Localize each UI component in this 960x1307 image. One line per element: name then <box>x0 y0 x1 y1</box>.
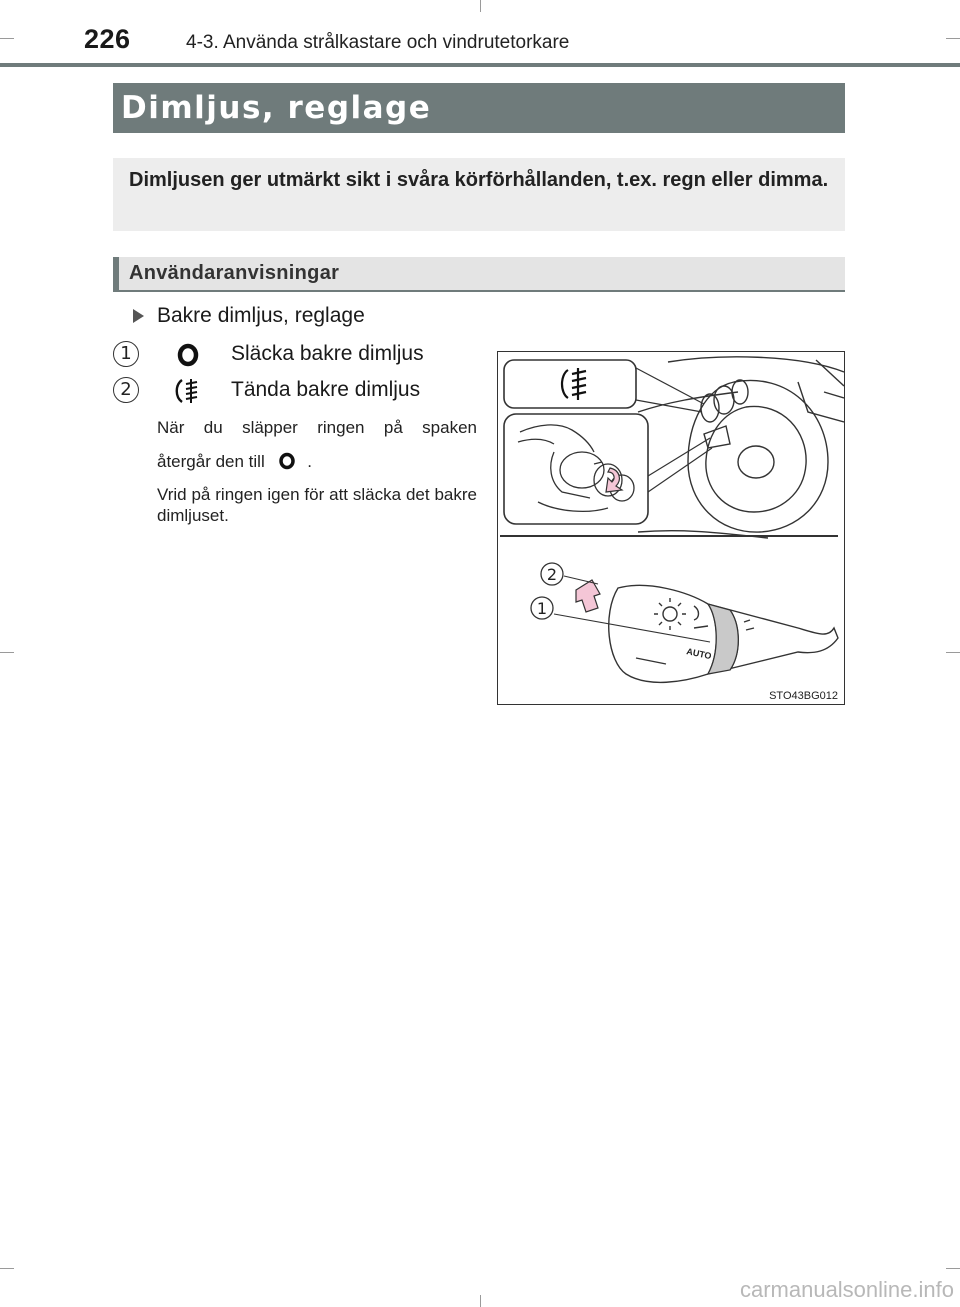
watermark: carmanualsonline.info <box>739 1277 954 1302</box>
note-text: . <box>307 452 312 471</box>
crop-mark <box>946 652 960 653</box>
circled-number: 2 <box>113 377 139 403</box>
bullet-item <box>133 303 365 329</box>
note-line: När du släpper ringen på spaken <box>157 418 477 437</box>
item-label: Släcka bakre dimljus <box>231 342 424 365</box>
callout-box <box>504 360 636 408</box>
crop-mark <box>946 1268 960 1269</box>
callout-number: 2 <box>546 565 558 584</box>
sub-heading-banner <box>113 257 845 292</box>
item-label: Tända bakre dimljus <box>231 378 421 401</box>
bullet-text: Bakre dimljus, reglage <box>157 304 365 327</box>
crop-mark <box>946 38 960 39</box>
crop-mark <box>480 1295 481 1307</box>
steering-wheel-drawing <box>638 357 844 538</box>
sub-heading: Användaranvisningar <box>129 262 340 284</box>
figure-code: STO43BG012 <box>769 690 838 702</box>
section-title: Dimljus, reglage <box>121 90 432 126</box>
note-paragraph: Vrid på ringen igen för att släcka det bakre dimljuset. <box>157 485 477 525</box>
rear-fog-light-icon <box>173 377 203 405</box>
lever-ring <box>708 604 738 674</box>
crop-mark <box>0 652 14 653</box>
fog-off-icon <box>275 452 299 470</box>
section-banner <box>113 83 845 133</box>
crop-mark <box>0 1268 14 1269</box>
note-text: återgår den till <box>157 452 265 471</box>
callout-box <box>504 414 648 524</box>
fog-off-icon <box>173 341 203 369</box>
crop-mark <box>0 38 14 39</box>
illustration-figure <box>497 351 845 705</box>
fog-light-switch-illustration <box>498 352 844 704</box>
auto-label: AUTO <box>685 646 713 662</box>
intro-box <box>113 158 845 231</box>
circled-number: 1 <box>113 341 139 367</box>
callout-number: 1 <box>536 599 548 618</box>
intro-text: Dimljusen ger utmärkt sikt i svåra körförhållanden, t.ex. regn eller dimma. <box>129 169 829 191</box>
crop-mark <box>480 0 481 12</box>
page-number: 226 <box>84 24 131 54</box>
triangle-bullet-icon <box>133 309 144 323</box>
header-rule <box>0 63 960 67</box>
chapter-title: 4-3. Använda strålkastare och vindrutetorkare <box>186 32 570 53</box>
note-line <box>157 451 477 472</box>
push-arrow-icon <box>576 580 600 612</box>
lever-stalk-drawing <box>701 380 748 448</box>
